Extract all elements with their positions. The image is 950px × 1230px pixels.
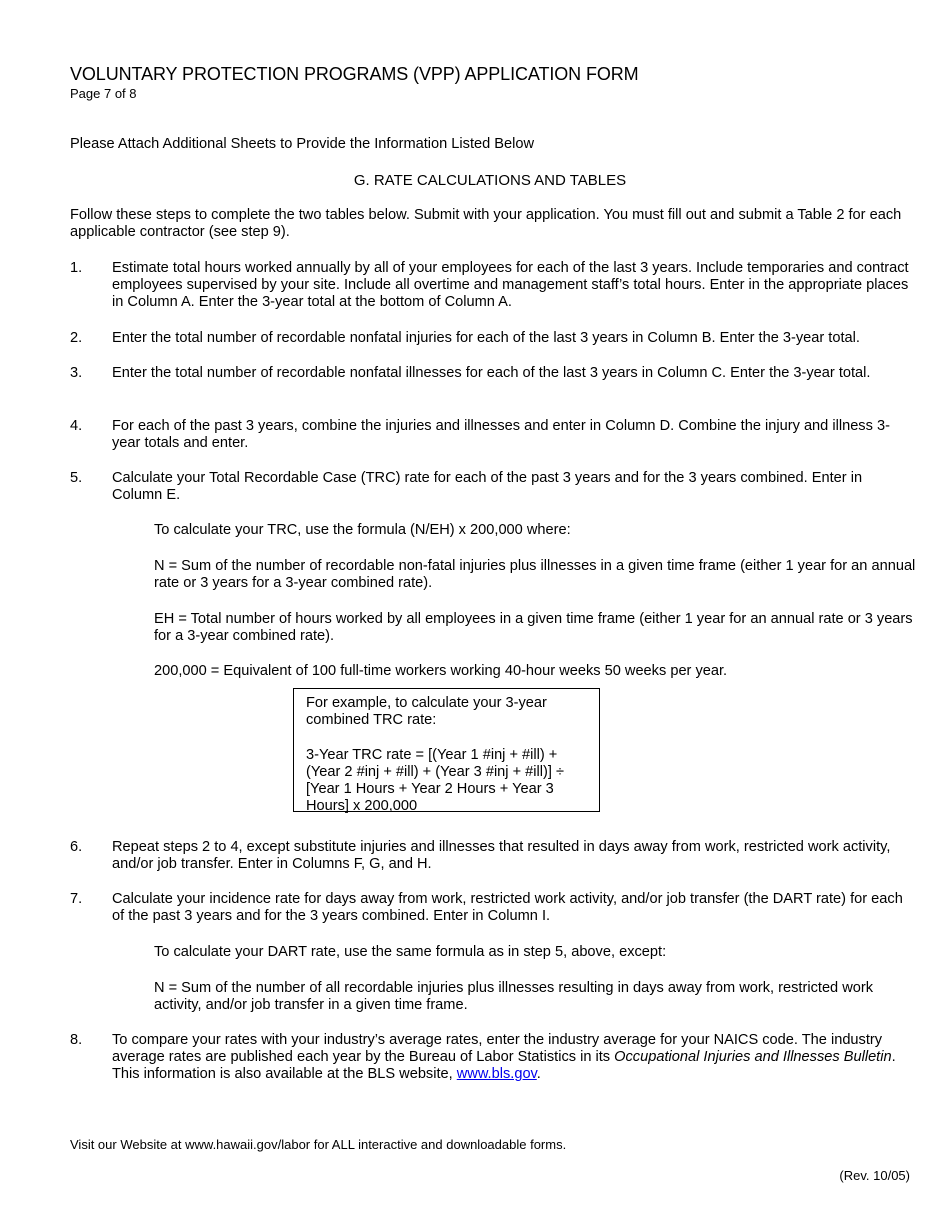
attach-note: Please Attach Additional Sheets to Provide the Information Listed Below: [70, 136, 535, 152]
step-text: Calculate your incidence rate for days away from work, restricted work activity, and/or job transfer (the DART rate) for each of the past 3 years and for the 3 years combined. Enter in Column I.: [112, 891, 903, 924]
step-8-text-part1: To compare your rates with your industry’s average rates, enter the industry average for your NAICS code. The industry average rates are published each year by the Bureau of Labor Statistics in its: [112, 1032, 883, 1065]
trc-example-box: [293, 688, 600, 812]
step-text: For each of the past 3 years, combine the injuries and illnesses and enter in Column D. Combine the injury and illness 3-year totals and enter.: [112, 418, 890, 451]
dart-n-definition: N = Sum of the number of all recordable injuries plus illnesses resulting in days away from work, restricted work activity, and/or job transfer in a given time frame.: [154, 980, 874, 1013]
bulletin-title: Occupational Injuries and Illnesses Bulletin: [614, 1049, 892, 1065]
step-number: 7.: [70, 891, 83, 907]
step-text: Enter the total number of recordable nonfatal illnesses for each of the last 3 years in Column C. Enter the 3-year total.: [112, 365, 871, 381]
step-3: [70, 365, 915, 382]
trc-eh-definition: EH = Total number of hours worked by all employees in a given time frame (either 1 year for an annual rate or 3 years for a 3-year combined rate).: [154, 611, 913, 644]
step-text: Estimate total hours worked annually by all of your employees for each of the last 3 years. Include temporaries and contract employees supervised by your site. Include all overtime and management staff’s total hours. Enter in the appropriate places in Column A. Enter the 3-year total at the bottom of Column A.: [112, 260, 909, 310]
dart-formula-intro: To calculate your DART rate, use the same formula as in step 5, above, except:: [154, 944, 667, 960]
step-text: Enter the total number of recordable nonfatal injuries for each of the last 3 years in Column B. Enter the 3-year total.: [112, 330, 860, 346]
step-1: [70, 260, 915, 311]
step-5: [70, 470, 915, 504]
trc-constant-definition: 200,000 = Equivalent of 100 full-time workers working 40-hour weeks 50 weeks per year.: [154, 663, 728, 679]
step-number: 2.: [70, 330, 83, 346]
step-8-text-part2: . This information is also available at the BLS website,: [112, 1049, 896, 1082]
trc-formula-intro: To calculate your TRC, use the formula (N/EH) x 200,000 where:: [154, 522, 571, 538]
revision-label: (Rev. 10/05): [839, 1168, 910, 1183]
step-4: [70, 418, 915, 452]
step-number: 4.: [70, 418, 83, 434]
trc-n-definition: N = Sum of the number of recordable non-fatal injuries plus illnesses in a given time frame (either 1 year for an annual rate or 3 years for a 3-year combined rate).: [154, 558, 916, 591]
footer-website-note: Visit our Website at www.hawaii.gov/labor for ALL interactive and downloadable forms.: [70, 1137, 567, 1152]
section-heading: G. RATE CALCULATIONS AND TABLES: [353, 172, 627, 189]
step-number: 8.: [70, 1032, 83, 1048]
step-number: 6.: [70, 839, 83, 855]
example-formula: 3-Year TRC rate = [(Year 1 #inj + #ill) + (Year 2 #inj + #ill) + (Year 3 #inj + #ill)] ÷ [Year 1 Hours + Year 2 Hours + Year 3 Hours] x 200,000: [306, 747, 564, 814]
step-text: Repeat steps 2 to 4, except substitute injuries and illnesses that resulted in days away from work, restricted work activity, and/or job transfer. Enter in Columns F, G, and H.: [112, 839, 891, 872]
bls-website-link[interactable]: www.bls.gov: [456, 1066, 537, 1082]
step-8-text-part3: .: [536, 1066, 541, 1082]
step-number: 1.: [70, 260, 83, 276]
step-text: [112, 1032, 915, 1083]
step-7: [70, 891, 915, 925]
step-2: [70, 330, 915, 347]
intro-paragraph: Follow these steps to complete the two tables below. Submit with your application. You must fill out and submit a Table 2 for each applicable contractor (see step 9).: [70, 207, 902, 240]
page-number: Page 7 of 8: [70, 86, 137, 101]
example-intro: For example, to calculate your 3-year combined TRC rate:: [306, 695, 547, 728]
step-number: 3.: [70, 365, 83, 381]
step-8: [70, 1032, 915, 1083]
form-title: VOLUNTARY PROTECTION PROGRAMS (VPP) APPLICATION FORM: [70, 64, 639, 84]
step-6: [70, 839, 915, 873]
step-text: Calculate your Total Recordable Case (TRC) rate for each of the past 3 years and for the 3 years combined. Enter in Column E.: [112, 470, 863, 503]
step-number: 5.: [70, 470, 83, 486]
